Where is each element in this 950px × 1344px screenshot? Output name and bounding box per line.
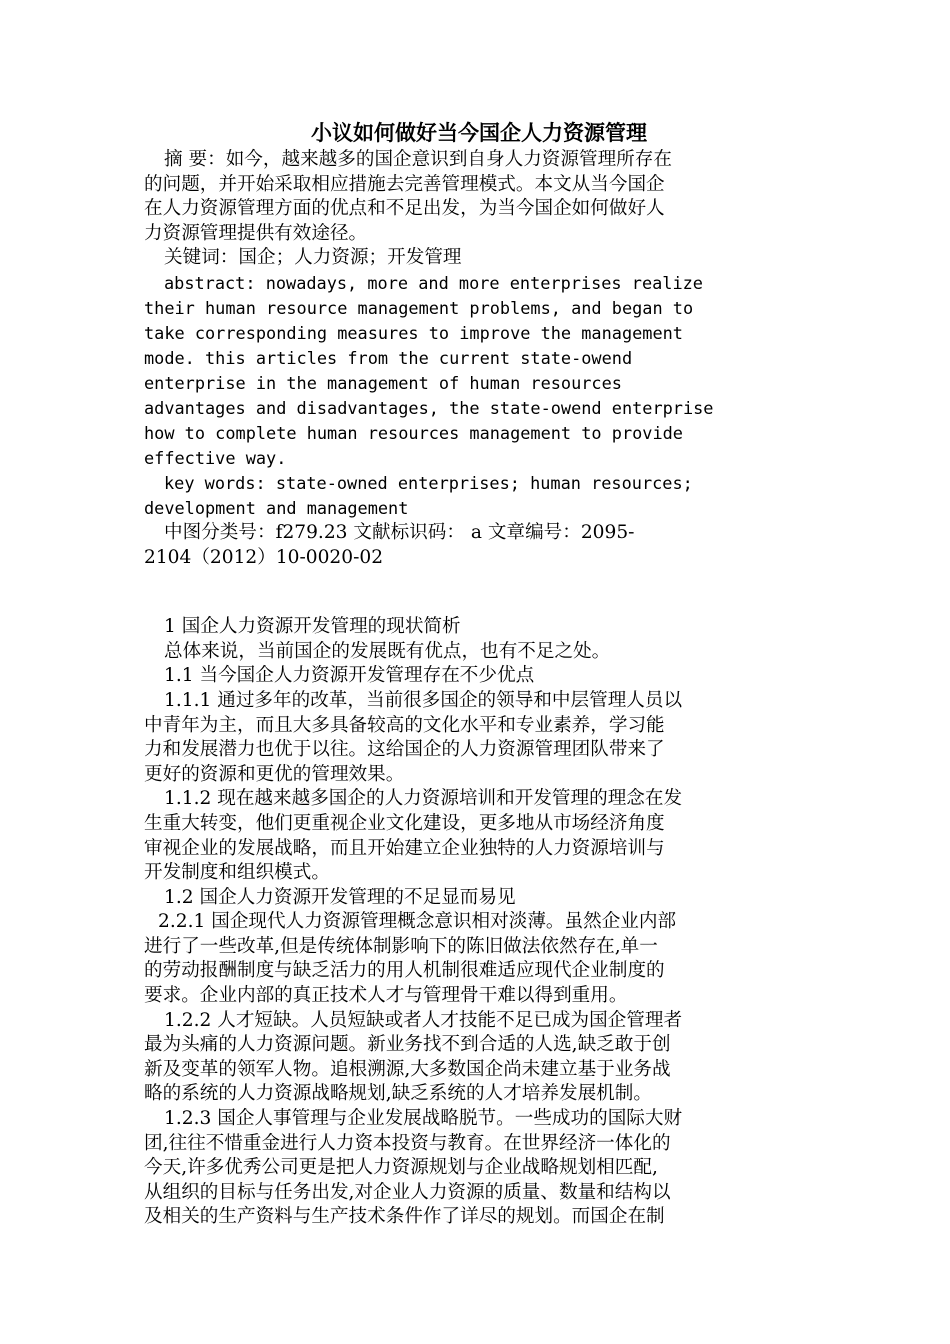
- text-line: 力资源管理提供有效途径。: [144, 222, 368, 244]
- text-line: 生重大转变，他们更重视企业文化建设，更多地从市场经济角度: [144, 812, 665, 834]
- text-line: 在人力资源管理方面的优点和不足出发，为当今国企如何做好人: [144, 198, 665, 220]
- text-line: 2104（2012）10-0020-02: [144, 546, 384, 568]
- text-line: 团,往往不惜重金进行人力资本投资与教育。在世界经济一体化的: [144, 1132, 671, 1154]
- text-line: take corresponding measures to improve the management: [144, 322, 683, 343]
- text-line: 1.1.1 通过多年的改革，当前很多国企的领导和中层管理人员以: [164, 689, 683, 711]
- body-paragraph: [144, 1107, 794, 1230]
- text-line: 1.2.2 人才短缺。人员短缺或者人才技能不足已成为国企管理者: [164, 1009, 683, 1031]
- text-line: 的问题，并开始采取相应措施去完善管理模式。本文从当今国企: [144, 173, 665, 195]
- text-line: 进行了一些改革,但是传统体制影响下的陈旧做法依然存在,单一: [144, 935, 658, 957]
- body-paragraph: [144, 664, 794, 689]
- text-line: 关键词：国企；人力资源；开发管理: [164, 247, 462, 269]
- text-line: 总体来说，当前国企的发展既有优点，也有不足之处。: [164, 640, 611, 662]
- text-line: 1.1.2 现在越来越多国企的人力资源培训和开发管理的理念在发: [164, 788, 683, 810]
- text-line: mode. this articles from the current state-owend: [144, 347, 633, 368]
- text-line: advantages and disadvantages, the state-owend enterprise: [144, 397, 714, 418]
- body-paragraph: [144, 910, 794, 1008]
- abstract-english: [144, 271, 794, 471]
- text-line: effective way.: [144, 447, 287, 468]
- body-paragraph: [144, 689, 794, 787]
- text-line: 今天,许多优秀公司更是把人力资源规划与企业战略规划相匹配,: [144, 1157, 658, 1179]
- text-line: 新及变革的领军人物。追根溯源,大多数国企尚未建立基于业务战: [144, 1058, 671, 1080]
- text-line: 力和发展潜力也优于以往。这给国企的人力资源管理团队带来了: [144, 739, 665, 761]
- text-line: 及相关的生产资料与生产技术条件作了详尽的规划。而国企在制: [144, 1206, 665, 1228]
- keywords-chinese: [144, 246, 794, 271]
- text-line: 1.1 当今国企人力资源开发管理存在不少优点: [164, 665, 535, 687]
- spacer: [144, 570, 794, 615]
- keywords-english: [144, 471, 794, 521]
- text-line: key words: state-owned enterprises; human resources;: [164, 472, 693, 493]
- text-line: 2.2.1 国企现代人力资源管理概念意识相对淡薄。虽然企业内部: [158, 911, 677, 933]
- body-paragraph: [144, 615, 794, 640]
- text-line: 更好的资源和更优的管理效果。: [144, 763, 405, 785]
- text-line: development and management: [144, 497, 409, 518]
- text-line: 审视企业的发展战略，而且开始建立企业独特的人力资源培训与: [144, 837, 665, 859]
- text-line: 中青年为主，而且大多具备较高的文化水平和专业素养，学习能: [144, 714, 665, 736]
- classification-info: [144, 521, 794, 570]
- text-line: their human resource management problems, and began to: [144, 297, 694, 318]
- text-line: abstract: nowadays, more and more enterprises realize: [164, 272, 703, 293]
- text-line: 1.2.3 国企人事管理与企业发展战略脱节。一些成功的国际大财: [164, 1108, 683, 1130]
- document-page: [144, 118, 794, 1230]
- body-paragraph: [144, 640, 794, 665]
- text-line: 要求。企业内部的真正技术人才与管理骨干难以得到重用。: [144, 985, 628, 1007]
- body-paragraph: [144, 1009, 794, 1107]
- text-line: 从组织的目标与任务出发,对企业人力资源的质量、数量和结构以: [144, 1181, 671, 1203]
- text-line: 最为头痛的人力资源问题。新业务找不到合适的人选,缺乏敢于创: [144, 1034, 671, 1056]
- text-line: 的劳动报酬制度与缺乏活力的用人机制很难适应现代企业制度的: [144, 960, 665, 982]
- article-title: 小议如何做好当今国企人力资源管理: [311, 120, 647, 145]
- article-body: [144, 615, 794, 1230]
- text-line: 摘 要：如今，越来越多的国企意识到自身人力资源管理所存在: [164, 149, 672, 170]
- text-line: 1 国企人力资源开发管理的现状简析: [164, 616, 461, 638]
- body-paragraph: [144, 886, 794, 911]
- text-line: 开发制度和组织模式。: [144, 862, 330, 884]
- body-paragraph: [144, 787, 794, 885]
- text-line: enterprise in the management of human resources: [144, 372, 622, 393]
- text-line: 略的系统的人力资源战略规划,缺乏系统的人才培养发展机制。: [144, 1083, 652, 1105]
- abstract-chinese: [144, 148, 794, 246]
- text-line: 中图分类号：f279.23 文献标识码： a 文章编号：2095-: [164, 521, 635, 543]
- text-line: how to complete human resources management to provide: [144, 422, 683, 443]
- text-line: 1.2 国企人力资源开发管理的不足显而易见: [164, 886, 516, 908]
